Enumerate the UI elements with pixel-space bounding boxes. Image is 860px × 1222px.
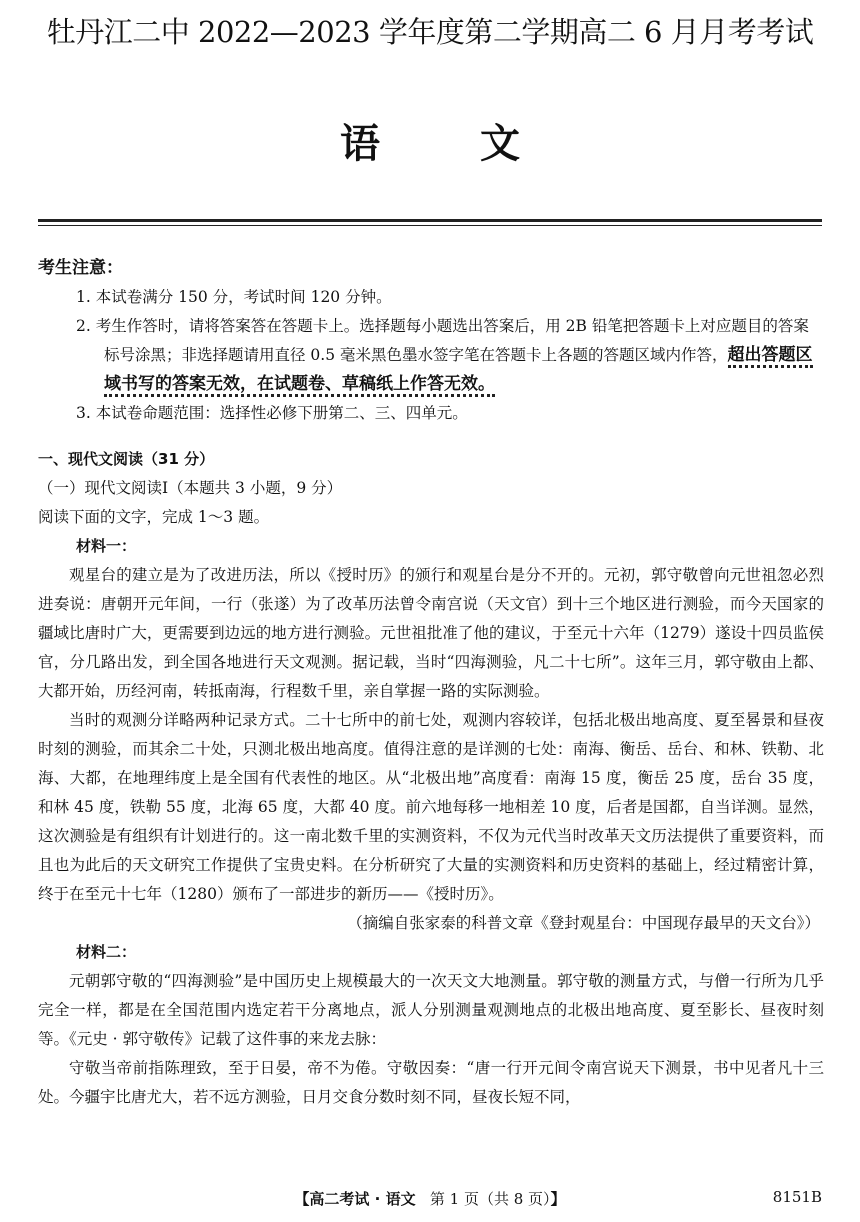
exam-title: 牡丹江二中 2022—2023 学年度第二学期高二 6 月月考考试: [46, 15, 814, 49]
material-1-source: （摘编自张家泰的科普文章《登封观星台：中国现存最早的天文台》）: [347, 914, 820, 932]
header-divider-thick: [38, 219, 822, 222]
footer-label: 高二考试 · 语文: [309, 1190, 416, 1208]
footer-center: [0, 1188, 860, 1209]
spacer: [38, 428, 824, 445]
notice-item-2-text: 2. 考生作答时，请将答案答在答题卡上。选择题每小题选出答案后，用 2B 铅笔把答题卡上对应题目的答案标号涂黑；非选择题请用直径 0.5 毫米黑色墨水签字笔在答题卡上各题的答题区域内作答，: [76, 317, 809, 364]
material-2-label: 材料二：: [76, 943, 137, 961]
section-sub-heading: （一）现代文阅读Ⅰ（本题共 3 小题，9 分）: [38, 479, 343, 497]
footer-page-number: 第 1 页（共 8 页）: [429, 1190, 551, 1208]
section-heading: 一、现代文阅读（31 分）: [38, 450, 215, 468]
material-2-paragraph-1: 元朝郭守敬的“四海测验”是中国历史上规模最大的一次天文大地测量。郭守敬的测量方式，与僧一行所为几乎完全一样，都是在全国范围内选定若干分离地点，派人分别测量观测地点的北极出地高度、夏至影长、昼夜时刻等。《元史 · 郭守敬传》记载了这件事的来龙去脉：: [38, 972, 824, 1048]
notice-heading: 考生注意：: [38, 258, 123, 278]
notice-item-3: 3. 本试卷命题范围：选择性必修下册第二、三、四单元。: [76, 404, 468, 422]
material-1-label: 材料一：: [76, 537, 137, 555]
notice-item-1: 1. 本试卷满分 150 分，考试时间 120 分钟。: [76, 288, 392, 306]
exam-body: [38, 254, 824, 1112]
material-1-paragraph-2: 当时的观测分详略两种记录方式。二十七所中的前七处，观测内容较详，包括北极出地高度、夏至晷景和昼夜时刻的测验，而其余二十处，只测北极出地高度。值得注意的是详测的七处：南海、衡岳、岳台、和林、铁勒、北海、大都，在地理纬度上是全国有代表性的地区。从“北极出地”高度看：南海 15 度，衡岳 25 度，岳台 35 度，和林 45 度，铁勒 55 度，北海 65 度，大都 40 度。前六地每移一地相差 10 度，后者是国都，自当详测。显然，这次测验是有组织有计划进行的。这一南北数千里的实测资料，不仅为元代当时改革天文历法提供了重要资料，而且也为此后的天文研究工作提供了宝贵史料。在分析研究了大量的实测资料和历史资料的基础上，经过精密计算，终于在至元十七年（1280）颁布了一部进步的新历——《授时历》。: [38, 711, 824, 903]
section-instruction: 阅读下面的文字，完成 1～3 题。: [38, 508, 270, 526]
material-2-paragraph-2: 守敬当帝前指陈理致，至于日晏，帝不为倦。守敬因奏：“唐一行开元间令南宫说天下测景，书中见者凡十三处。今疆宇比唐尤大，若不远方测验，日月交食分数时刻不同，昼夜长短不同，: [38, 1059, 824, 1106]
footer-code: 8151B: [772, 1188, 822, 1206]
footer-bracket-open: 【: [294, 1190, 310, 1208]
notice-emphasis: 超出答题区域书写的答案无效，在试题卷、草稿纸上作答无效。: [104, 345, 813, 397]
subject-title: 语文: [340, 120, 620, 167]
header-divider-thin: [38, 225, 822, 226]
page-footer: [0, 1188, 860, 1214]
notice-item-2: [38, 312, 824, 399]
material-1-paragraph-1: 观星台的建立是为了改进历法，所以《授时历》的颁行和观星台是分不开的。元初，郭守敬曾向元世祖忽必烈进奏说：唐朝开元年间，一行（张遂）为了改革历法曾令南宫说（天文官）到十三个地区进行测验，而今天国家的疆域比唐时广大，更需要到边远的地方进行测验。元世祖批准了他的建议，于至元十六年（1279）遂设十四员监侯官，分几路出发，到全国各地进行天文观测。据记载，当时“四海测验，凡二十七所”。这年三月，郭守敬由上都、大都开始，历经河南，转抵南海，行程数千里，亲自掌握一路的实际测验。: [38, 566, 824, 700]
footer-bracket-close: 】: [550, 1190, 566, 1208]
